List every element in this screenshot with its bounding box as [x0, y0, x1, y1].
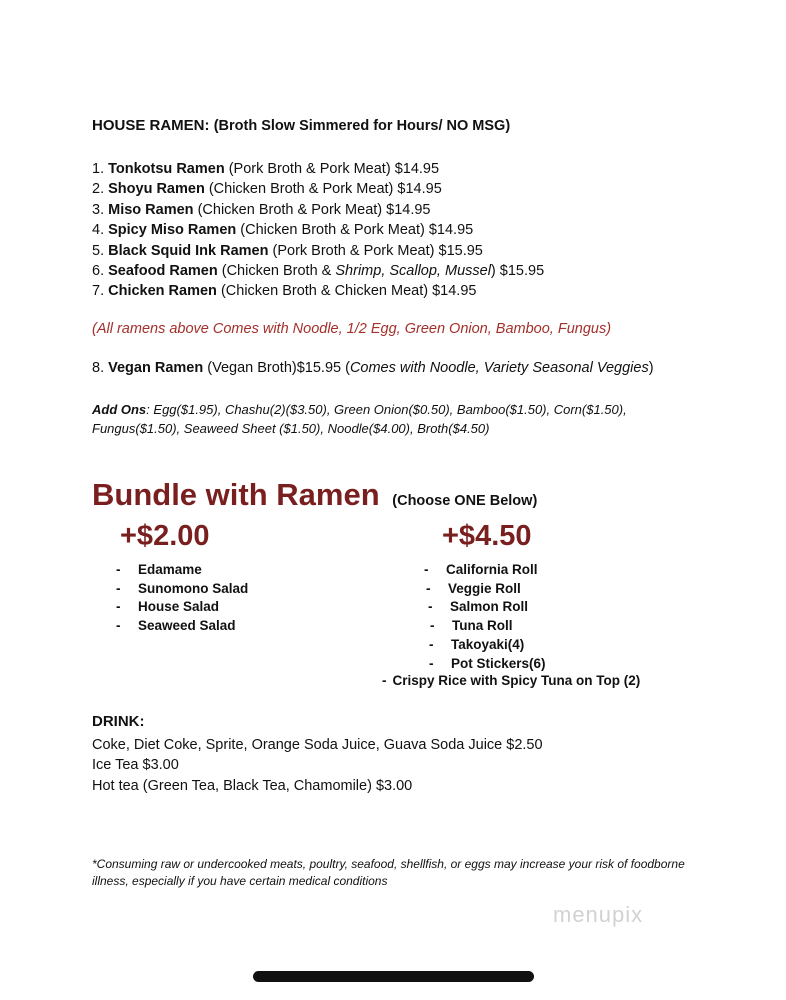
- list-item: - Sunomono Salad: [116, 580, 249, 596]
- bundle-extra-item: - Crispy Rice with Spicy Tuna on Top (2): [382, 673, 641, 688]
- list-item: - Edamame: [116, 562, 202, 577]
- list-item: - Seaweed Salad: [116, 618, 236, 634]
- ramen-price: $15.95: [438, 242, 483, 259]
- house-ramen-heading: [92, 117, 510, 134]
- vegan-ramen-price: $15.95: [296, 360, 342, 376]
- bundle-title: Bundle with Ramen: [92, 477, 380, 512]
- bundle-list-b: [424, 561, 546, 673]
- ramen-price: $14.95: [386, 201, 431, 218]
- vegan-ramen-item: 8. Vegan Ramen (Vegan Broth)$15.95 (Comes with Noodle, Variety Seasonal Veggies): [92, 360, 654, 376]
- vegan-ramen-name: Vegan Ramen: [108, 360, 204, 376]
- bundle-list-a: [116, 561, 248, 636]
- ramen-name: Black Squid Ink Ramen: [108, 242, 269, 259]
- ramen-item: 4. Spicy Miso Ramen (Chicken Broth & Pork Meat) $14.95: [92, 222, 474, 239]
- add-ons-label: Add Ons: [92, 402, 147, 417]
- ramen-item: 6. Seafood Ramen (Chicken Broth & Shrimp, Scallop, Mussel) $15.95: [92, 263, 545, 280]
- ramen-name: Shoyu Ramen: [108, 181, 205, 198]
- list-item: - Veggie Roll: [426, 580, 521, 596]
- bundle-choose-note: (Choose ONE Below): [392, 493, 538, 509]
- food-safety-disclaimer: *Consuming raw or undercooked meats, poultry, seafood, shellfish, or eggs may increase your risk of foodborne illness, especially if you have certain medical conditions: [92, 857, 685, 888]
- ramen-price: $14.95: [428, 222, 474, 239]
- ramen-name: Spicy Miso Ramen: [108, 222, 237, 239]
- ramen-item: 3. Miso Ramen (Chicken Broth & Pork Meat) $14.95: [92, 201, 431, 218]
- ramen-includes-note: (All ramens above Comes with Noodle, 1/2 Egg, Green Onion, Bamboo, Fungus): [92, 321, 612, 337]
- add-ons-list: : Egg($1.95), Chashu(2)($3.50), Green Onion($0.50), Bamboo($1.50), Corn($1.50), Fungus($1.50), Seaweed Sheet ($1.50), Noodle($4.00), Broth($4.50): [92, 402, 627, 436]
- vegan-ramen-includes: Comes with Noodle, Variety Seasonal Veggies: [349, 360, 649, 376]
- list-item: Coke, Diet Coke, Sprite, Orange Soda Juice, Guava Soda Juice $2.50: [92, 737, 543, 753]
- list-item: Hot tea (Green Tea, Black Tea, Chamomile) $3.00: [92, 777, 413, 794]
- drink-list: [92, 735, 543, 796]
- list-item: - Tuna Roll: [430, 618, 513, 634]
- list-item: - Takoyaki(4): [429, 636, 525, 652]
- ramen-item: 2. Shoyu Ramen (Chicken Broth & Pork Meat) $14.95: [92, 181, 442, 198]
- house-ramen-title: HOUSE RAMEN:: [92, 117, 210, 134]
- ramen-price: $14.95: [432, 283, 477, 300]
- bundle-price-b: +$4.50: [442, 520, 532, 552]
- ramen-item: 7. Chicken Ramen (Chicken Broth & Chicken Meat) $14.95: [92, 283, 477, 300]
- ramen-name: Seafood Ramen: [108, 263, 218, 280]
- bundle-heading: [92, 477, 537, 513]
- ramen-name: Miso Ramen: [108, 201, 194, 218]
- list-item: - California Roll: [424, 562, 538, 577]
- ramen-name: Tonkotsu Ramen: [108, 161, 225, 177]
- ramen-price: $15.95: [499, 263, 545, 280]
- list-item: - House Salad: [116, 599, 220, 615]
- add-ons: [92, 400, 702, 438]
- list-item: - Pot Stickers(6): [429, 655, 546, 671]
- menupix-watermark: menupix: [553, 902, 644, 927]
- list-item: - Salmon Roll: [428, 599, 529, 615]
- ramen-item: 5. Black Squid Ink Ramen (Pork Broth & Pork Meat) $15.95: [92, 242, 483, 259]
- list-item: Ice Tea $3.00: [92, 757, 179, 774]
- drink-heading: DRINK:: [92, 713, 145, 730]
- ramen-price: $14.95: [394, 161, 440, 177]
- ramen-list: [92, 159, 544, 302]
- home-indicator-bar[interactable]: [253, 971, 534, 982]
- house-ramen-subtitle: (Broth Slow Simmered for Hours/ NO MSG): [213, 118, 511, 134]
- bundle-price-a: +$2.00: [120, 520, 210, 552]
- ramen-item: 1. Tonkotsu Ramen (Pork Broth & Pork Meat) $14.95: [92, 161, 440, 177]
- ramen-price: $14.95: [397, 181, 442, 198]
- ramen-name: Chicken Ramen: [108, 283, 217, 300]
